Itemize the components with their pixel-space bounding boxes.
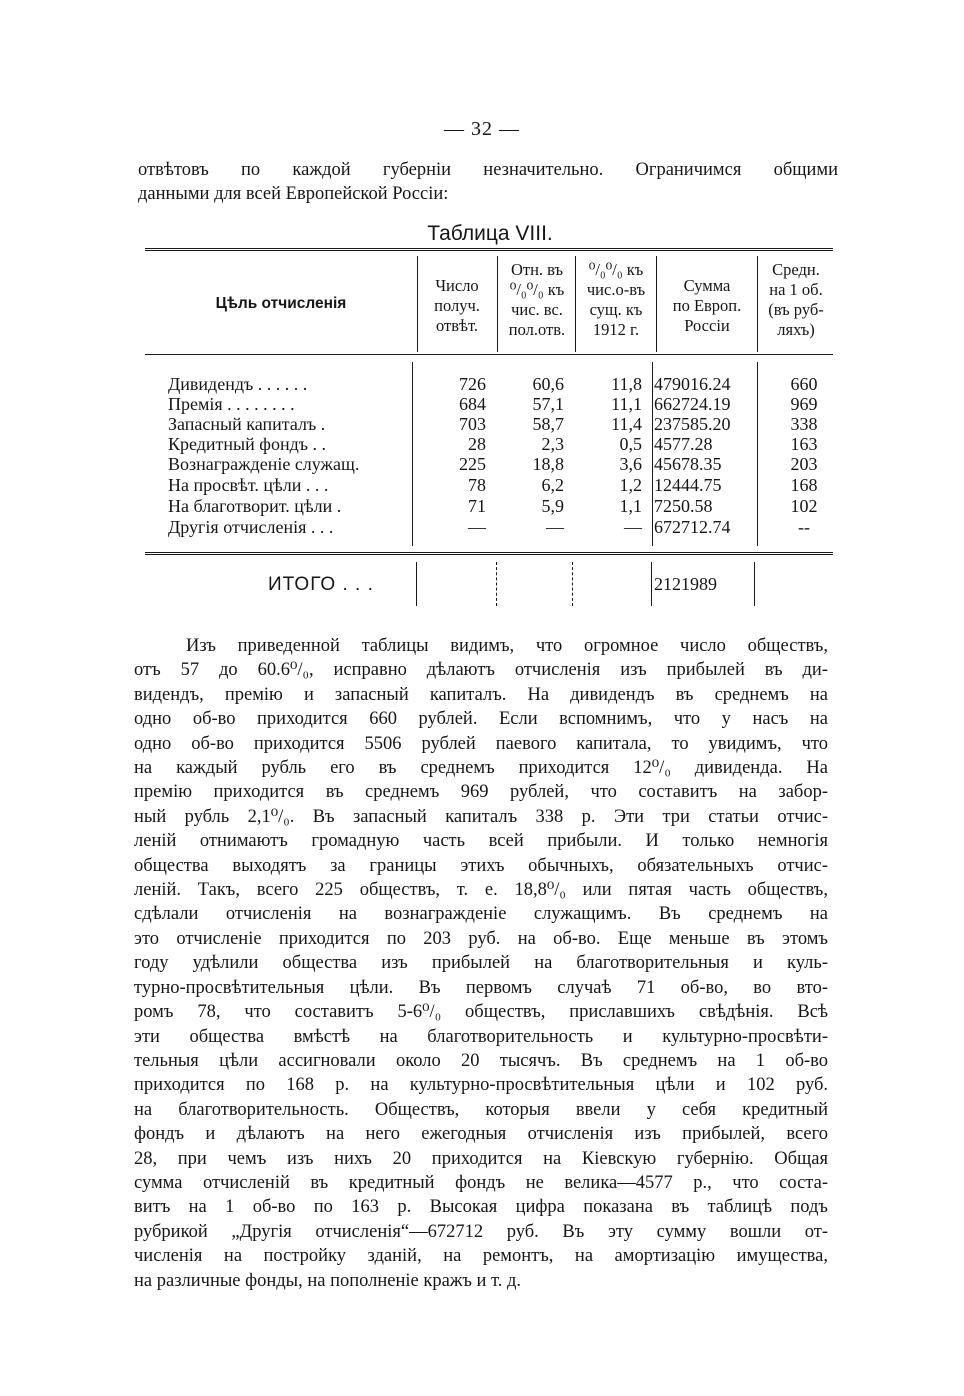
text-line: ный рубль 2,1⁰/₀. Въ запасный капиталъ 338 р. Эти три статьи отчис- xyxy=(134,806,828,827)
table-bottom-rule xyxy=(145,552,833,557)
intro-paragraph xyxy=(138,158,838,206)
text-line: рубрикой „Другія отчисленія“—672712 руб. Въ эту сумму вошли от- xyxy=(134,1221,828,1242)
column-divider xyxy=(416,562,417,606)
text-line: 28, при чемъ изъ нихъ 20 приходится на Кіевскую губернію. Общая xyxy=(134,1148,828,1169)
column-divider xyxy=(656,256,657,352)
header-sum: Сумма по Европ. Россіи xyxy=(672,276,742,335)
text-line: сумма отчисленій въ кредитный фондъ не велика—4577 р., что соста- xyxy=(134,1172,828,1193)
column-divider xyxy=(572,562,573,606)
table-caption: Таблица VIII. xyxy=(427,222,553,245)
column-divider xyxy=(651,562,652,606)
table-row: Вознагражденіе служащ. 225 18,8 3,6 45678.35 203 xyxy=(168,454,818,474)
column-divider xyxy=(575,256,576,352)
text-line: тельныя цѣли ассигновали около 20 тысячъ. Въ среднемъ на 1 об-во xyxy=(134,1050,828,1071)
text-line: на благотворительность. Обществъ, которыя ввели у себя кредитный xyxy=(134,1099,828,1120)
total-sum: 2121989 xyxy=(654,574,717,594)
header-purpose: Цѣль отчисленія xyxy=(215,295,347,312)
text-line: отъ 57 до 60.6⁰/₀, исправно дѣлаютъ отчисленія изъ прибылей въ ди- xyxy=(134,660,828,681)
column-divider xyxy=(496,562,497,606)
page-number: — 32 — xyxy=(444,118,520,140)
table-row: На просвѣт. цѣли . . . 78 6,2 1,2 12444.75 168 xyxy=(168,475,818,495)
text-line: ромъ 78, что составитъ 5-6⁰/₀ обществъ, приславшихъ свѣдѣнія. Всѣ xyxy=(134,1002,828,1023)
table-row: На благотворит. цѣли . 71 5,9 1,1 7250.58 102 xyxy=(168,496,818,516)
text-line: фондъ и дѣлаютъ на него ежегодныя отчисленія изъ прибылей, всего xyxy=(134,1124,828,1145)
total-label: ИТОГО . . . xyxy=(268,574,374,595)
text-line: леній. Такъ, всего 225 обществъ, т. е. 18,8⁰/₀ или пятая часть обществъ, xyxy=(134,880,828,901)
text-line: одно об-во приходится 5506 рублей паевого капитала, то увидимъ, что xyxy=(134,733,828,754)
table-row: Премія . . . . . . . . 684 57,1 11,1 662724.19 969 xyxy=(168,394,818,414)
table-top-rule xyxy=(145,248,833,253)
header-pct-societies: ⁰/₀⁰/₀ къ чис.о-въ сущ. къ 1912 г. xyxy=(586,260,646,339)
body-paragraph xyxy=(134,634,828,1293)
table-row: Кредитный фондъ . . 28 2,3 0,5 4577.28 163 xyxy=(168,434,818,454)
table-header-rule xyxy=(145,354,833,355)
text-line: премію приходится въ среднемъ 969 рублей, что составитъ на забор- xyxy=(134,782,828,803)
text-line: это отчисленіе приходится по 203 руб. на об-во. Еще меньше въ этомъ xyxy=(134,928,828,949)
text-line: видендъ, премію и запасный капиталъ. На дивидендъ въ среднемъ на xyxy=(134,684,828,705)
text-line: на различные фонды, на пополненіе кражъ и т. д. xyxy=(134,1270,522,1291)
table-row: Другія отчисленія . . . — — — 672712.74 -- xyxy=(168,517,810,537)
text-line: Изъ приведенной таблицы видимъ, что огромное число обществъ, xyxy=(186,636,828,656)
column-divider xyxy=(417,256,418,352)
text-line: данными для всей Европейской Россіи: xyxy=(138,184,449,204)
text-line: сдѣлали отчисленія на вознагражденіе служащимъ. Въ среднемъ на xyxy=(134,904,828,925)
text-line: отвѣтовъ по каждой губерніи незначительно. Ограничимся общими xyxy=(138,160,838,180)
column-divider xyxy=(754,562,755,606)
header-average: Средн. на 1 об. (въ руб- ляхъ) xyxy=(768,260,824,339)
text-line: численія на постройку зданій, на ремонтъ, на амортизацію имущества, xyxy=(134,1246,828,1267)
column-divider xyxy=(497,256,498,352)
text-line: эти общества вмѣстѣ на благотворительность и культурно-просвѣти- xyxy=(134,1026,828,1047)
text-line: году удѣлили общества изъ прибылей на благотворительныя и куль- xyxy=(134,953,828,974)
table-row: Дивидендъ . . . . . . 726 60,6 11,8 479016.24 660 xyxy=(168,374,818,394)
text-line: леній отнимаютъ громадную часть всей прибыли. И только немногія xyxy=(134,831,828,852)
table-row: Запасный капиталъ . 703 58,7 11,4 237585.20 338 xyxy=(168,414,818,434)
header-pct-answers: Отн. въ ⁰/₀⁰/₀ къ чис. вс. пол.отв. xyxy=(508,260,566,339)
text-line: витъ на 1 об-во по 163 р. Высокая цифра показана въ таблицѣ подъ xyxy=(134,1197,828,1218)
header-count: Число получ. отвѣт. xyxy=(434,276,480,335)
text-line: общества выходятъ за границы этихъ обычныхъ, обязательныхъ отчис- xyxy=(134,855,828,876)
text-line: турно-просвѣтительныя цѣли. Въ первомъ случаѣ 71 об-во, во вто- xyxy=(134,977,828,998)
text-line: приходится по 168 р. на культурно-просвѣтительныя цѣли и 102 руб. xyxy=(134,1075,828,1096)
text-line: одно об-во приходится 660 рублей. Если вспомнимъ, что у насъ на xyxy=(134,709,828,730)
text-line: на каждый рубль его въ среднемъ приходится 12⁰/₀ дивиденда. На xyxy=(134,758,828,779)
column-divider xyxy=(757,256,758,352)
